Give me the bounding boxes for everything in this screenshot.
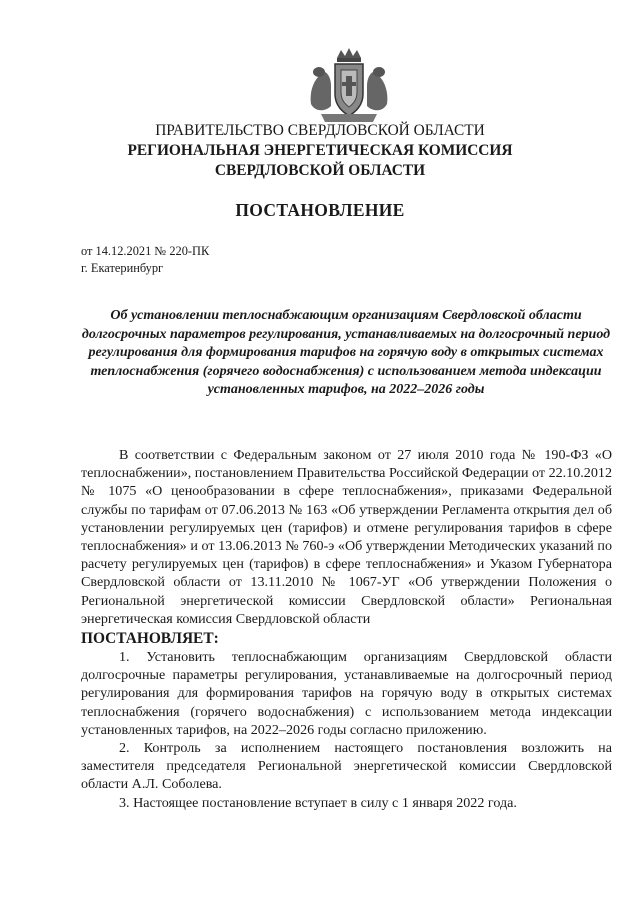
org-region-line: СВЕРДЛОВСКОЙ ОБЛАСТИ xyxy=(214,162,426,179)
item-2-paragraph: 2. Контроль за исполнением настоящего постановления возложить на заместителя председателя Региональной энергетической комиссии Свердловской области А.Л. Соболева. xyxy=(81,740,612,793)
preamble-paragraph: В соответствии с Федеральным законом от 27 июля 2010 года № 190-ФЗ «О теплоснабжении», постановлением Правительства Российской Федерации от 22.10.2012 № 1075 «О ценообразовании в сфере теплоснабжения», приказами Федеральной службы по тарифам от 07.06.2013 № 163 «Об утверждении Регламента открытия дел об установлении регулируемых цен (тарифов) и отмене регулирования тарифов в сфере теплоснабжения» и от 13.06.2013 № 760-э «Об утверждении Методических указаний по расчету регулируемых цен (тарифов) в сфере теплоснабжения» и Указом Губернатора Свердловской области от 13.11.2010 № 1067-УГ «Об утверждении Положения о Региональной энергетической комиссии Свердловской области» Региональная энергетическая комиссия Свердловской области xyxy=(81,447,612,627)
item-1-paragraph: 1. Установить теплоснабжающим организациям Свердловской области долгосрочные параметры регулирования, устанавливаемые на долгосрочный период регулирования для формирования тарифов на горячую воду в открытых системах теплоснабжения (горячего водоснабжения) с использованием метода индексации установленных тарифов, на 2022–2026 годы согласно приложению. xyxy=(81,649,612,738)
document-type-title: ПОСТАНОВЛЕНИЕ xyxy=(235,200,405,220)
org-government-line: ПРАВИТЕЛЬСТВО СВЕРДЛОВСКОЙ ОБЛАСТИ xyxy=(155,122,485,139)
document-city: г. Екатеринбург xyxy=(81,261,164,275)
document-subject: Об установлении теплоснабжающим организациям Свердловской области долгосрочных параметров регулирования, устанавливаемых на долгосрочный период регулирования для формирования тарифов на горячую воду в открытых системах теплоснабжения (горячего водоснабжения) с использованием метода индексации установленных тарифов, на 2022–2026 годы xyxy=(81,308,611,398)
decree-word: ПОСТАНОВЛЯЕТ: xyxy=(81,630,219,648)
org-commission-line: РЕГИОНАЛЬНАЯ ЭНЕРГЕТИЧЕСКАЯ КОМИССИЯ xyxy=(127,142,513,159)
item-3-paragraph: 3. Настоящее постановление вступает в силу с 1 января 2022 года. xyxy=(119,794,517,811)
document-date-number: от 14.12.2021 № 220-ПК xyxy=(81,244,210,258)
document-body xyxy=(81,446,612,812)
sverdlovsk-coat-of-arms-icon xyxy=(301,46,397,126)
